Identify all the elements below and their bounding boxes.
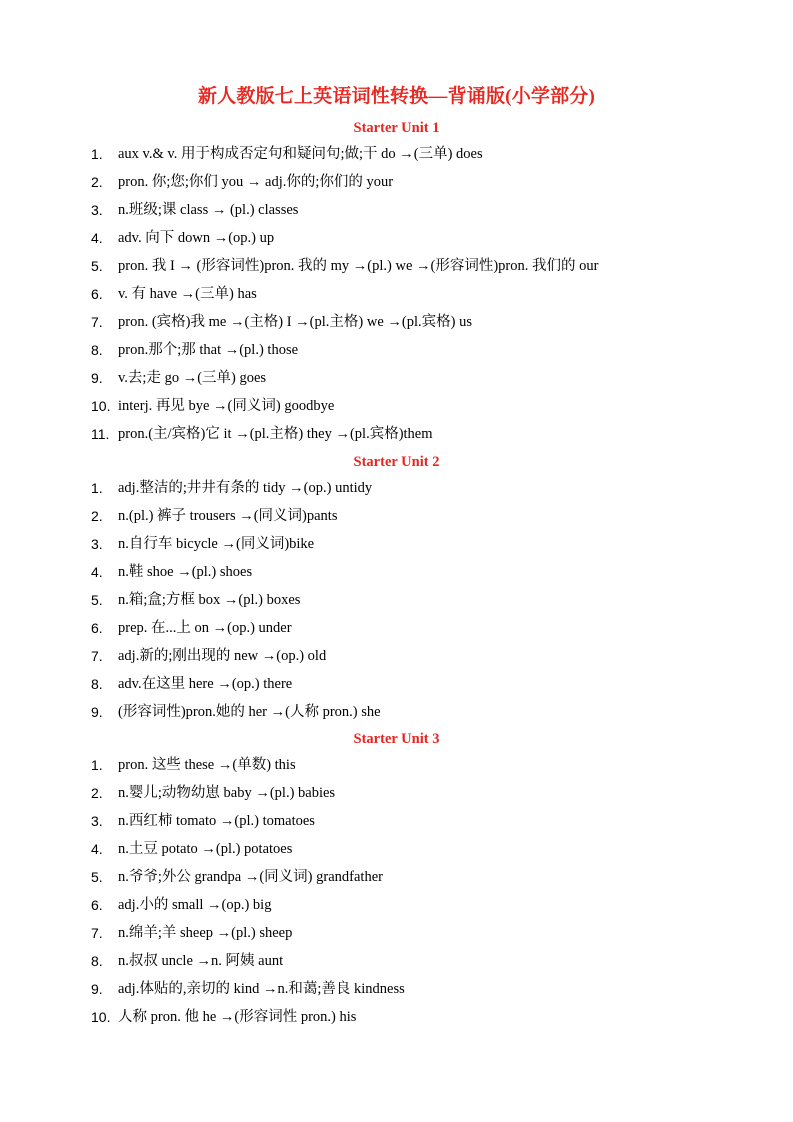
item-text: prep. 在...上 on →(op.) under <box>118 620 292 636</box>
item-text: n.爷爷;外公 grandpa →(同义词) grandfather <box>118 869 383 885</box>
item-text: n.箱;盒;方框 box →(pl.) boxes <box>118 592 301 608</box>
unit-2-heading: Starter Unit 2 <box>353 454 440 470</box>
list-item <box>0 840 793 868</box>
item-text: n.(pl.) 裤子 trousers →(同义词)pants <box>118 508 338 524</box>
list-item <box>0 397 793 425</box>
list-item <box>0 145 793 173</box>
list-item <box>0 952 793 980</box>
item-text: n.叔叔 uncle →n. 阿姨 aunt <box>118 953 284 969</box>
item-text: 人称 pron. 他 he →(形容词性 pron.) his <box>118 1009 357 1025</box>
item-number: 7. <box>91 925 103 941</box>
list-item <box>0 1008 793 1036</box>
item-text: n.班级;课 class → (pl.) classes <box>118 202 299 218</box>
item-number: 4. <box>91 841 103 857</box>
document-title: 新人教版七上英语词性转换—背诵版(小学部分) <box>197 86 596 107</box>
list-item <box>0 201 793 229</box>
item-text: interj. 再见 bye →(同义词) goodbye <box>118 398 335 414</box>
item-number: 1. <box>91 480 103 496</box>
item-number: 9. <box>91 704 103 720</box>
item-number: 3. <box>91 202 103 218</box>
item-text: aux v.& v. 用于构成否定句和疑问句;做;干 do →(三单) does <box>118 146 483 162</box>
item-text: adj.新的;刚出现的 new →(op.) old <box>118 648 327 664</box>
item-number: 1. <box>91 146 103 162</box>
list-item <box>0 784 793 812</box>
item-number: 1. <box>91 757 103 773</box>
item-number: 11. <box>91 426 110 442</box>
item-text: pron.那个;那 that →(pl.) those <box>118 342 299 358</box>
list-item <box>0 285 793 313</box>
list-item <box>0 924 793 952</box>
item-number: 5. <box>91 258 103 274</box>
unit-3-heading: Starter Unit 3 <box>353 731 440 747</box>
item-number: 10. <box>91 1009 111 1025</box>
unit-1-heading: Starter Unit 1 <box>353 120 440 136</box>
item-number: 2. <box>91 174 103 190</box>
list-item <box>0 812 793 840</box>
list-item <box>0 369 793 397</box>
item-text: n.自行车 bicycle →(同义词)bike <box>118 536 315 552</box>
item-number: 8. <box>91 953 103 969</box>
item-text: adj.整洁的;井井有条的 tidy →(op.) untidy <box>118 480 373 496</box>
list-item <box>0 535 793 563</box>
list-item <box>0 425 793 453</box>
list-item <box>0 980 793 1008</box>
list-item <box>0 313 793 341</box>
list-item <box>0 591 793 619</box>
item-number: 6. <box>91 620 103 636</box>
list-item <box>0 703 793 731</box>
list-item <box>0 868 793 896</box>
list-item <box>0 341 793 369</box>
item-number: 5. <box>91 869 103 885</box>
list-item <box>0 563 793 591</box>
list-item <box>0 257 793 285</box>
item-number: 5. <box>91 592 103 608</box>
list-item <box>0 173 793 201</box>
item-text: pron. 我 I → (形容词性)pron. 我的 my →(pl.) we →(形容词性)pron. 我们的 our <box>118 258 599 274</box>
item-text: n.绵羊;羊 sheep →(pl.) sheep <box>118 925 293 941</box>
item-number: 7. <box>91 648 103 664</box>
item-number: 8. <box>91 676 103 692</box>
item-number: 4. <box>91 230 103 246</box>
item-number: 8. <box>91 342 103 358</box>
item-number: 9. <box>91 370 103 386</box>
list-item <box>0 675 793 703</box>
list-item <box>0 619 793 647</box>
item-number: 9. <box>91 981 103 997</box>
item-number: 2. <box>91 785 103 801</box>
unit-2-list <box>0 479 793 731</box>
item-text: n.婴儿;动物幼崽 baby →(pl.) babies <box>118 785 336 801</box>
item-text: n.土豆 potato →(pl.) potatoes <box>118 841 293 857</box>
item-number: 7. <box>91 314 103 330</box>
item-text: v.去;走 go →(三单) goes <box>118 370 267 386</box>
item-text: pron. 你;您;你们 you → adj.你的;你们的 your <box>118 174 394 190</box>
item-number: 3. <box>91 536 103 552</box>
item-text: (形容词性)pron.她的 her →(人称 pron.) she <box>118 704 381 720</box>
item-text: adj.小的 small →(op.) big <box>118 897 272 913</box>
list-item <box>0 507 793 535</box>
item-text: pron.(主/宾格)它 it →(pl.主格) they →(pl.宾格)them <box>118 426 433 442</box>
list-item <box>0 647 793 675</box>
item-number: 6. <box>91 286 103 302</box>
item-text: n.鞋 shoe →(pl.) shoes <box>118 564 253 580</box>
list-item <box>0 229 793 257</box>
list-item <box>0 756 793 784</box>
item-text: adj.体贴的,亲切的 kind →n.和蔼;善良 kindness <box>118 981 405 997</box>
item-number: 10. <box>91 398 111 414</box>
item-number: 4. <box>91 564 103 580</box>
item-text: n.西红柿 tomato →(pl.) tomatoes <box>118 813 315 829</box>
item-text: adv.在这里 here →(op.) there <box>118 676 293 692</box>
item-text: pron. 这些 these →(单数) this <box>118 757 296 773</box>
unit-1-list <box>0 145 793 453</box>
list-item <box>0 479 793 507</box>
item-number: 6. <box>91 897 103 913</box>
item-text: v. 有 have →(三单) has <box>118 286 257 302</box>
list-item <box>0 896 793 924</box>
unit-3-list <box>0 756 793 1036</box>
item-text: pron. (宾格)我 me →(主格) I →(pl.主格) we →(pl.宾格) us <box>118 314 472 330</box>
item-number: 3. <box>91 813 103 829</box>
item-number: 2. <box>91 508 103 524</box>
item-text: adv. 向下 down →(op.) up <box>118 230 275 246</box>
